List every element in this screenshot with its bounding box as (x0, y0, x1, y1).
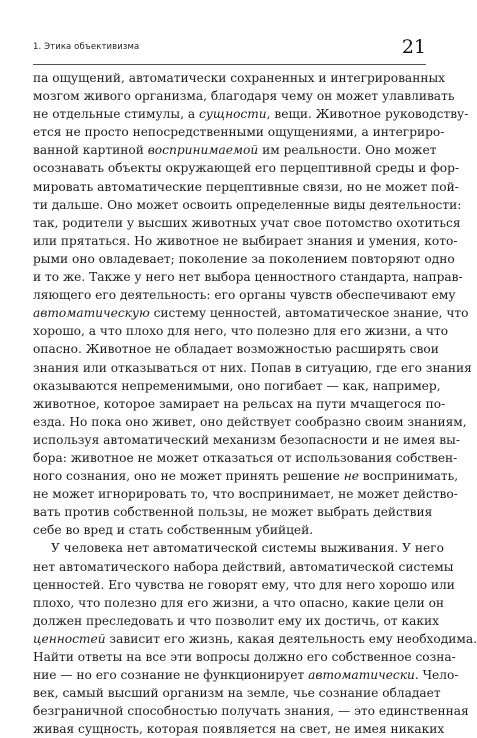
text-line (33, 449, 458, 467)
running-head: 1. Этика объективизма (33, 42, 140, 52)
text-line (33, 576, 455, 594)
text-segment: им реальности. Оно может (258, 143, 437, 158)
text-segment: , вещи. Животное руководству- (266, 107, 469, 122)
text-segment: . Чело- (414, 668, 459, 683)
paragraph-1 (33, 69, 472, 539)
text-line (33, 594, 445, 612)
text-segment: систему ценностей, автоматическое знание, что (149, 306, 469, 321)
text-segment: или прятаться. Но животное не выбирает знания и умения, кото- (33, 233, 458, 248)
italic-text: сущности (198, 107, 267, 122)
text-segment: Найти ответы на все эти вопросы должно его собственное созна- (33, 650, 456, 664)
text-segment: вать против собственной пользы, не может выбрать действия (33, 505, 433, 520)
text-segment: зависит его жизнь, какая деятельность ему необходима. (105, 631, 477, 646)
text-segment: не отдельные стимулы, а (33, 107, 199, 122)
text-line (33, 684, 441, 702)
text-segment: ется не просто непосредственными ощущениями, а интегриро- (33, 125, 445, 140)
text-segment: хорошо, а что плохо для него, что полезно для его жизни, а что (33, 324, 449, 339)
text-segment: воспринимать, (358, 469, 459, 484)
text-line (33, 87, 455, 105)
text-line (33, 178, 459, 196)
text-segment: не может игнорировать то, что воспринимает, не может действо- (33, 487, 458, 502)
italic-text: ценностей (33, 631, 106, 646)
text-segment: езда. Но пока оно живет, оно действует сообразно своим знаниям, (33, 414, 467, 429)
italic-text: автоматическую (33, 306, 150, 321)
header-rule (33, 64, 426, 65)
text-line (33, 304, 469, 322)
text-segment: безграничной способностью получать знания, — это единственная (33, 704, 469, 719)
text-line (33, 539, 444, 557)
text-segment: мировать автоматические перцептивные связи, но не может пой- (33, 179, 459, 194)
text-line (33, 268, 463, 286)
text-segment: животное, которое замирает на рельсах на пути мчащегося по- (33, 396, 446, 411)
text-segment: так, родители у высших животных учат свое потомство охотиться (33, 215, 461, 230)
text-line (33, 467, 459, 485)
text-segment: опасно. Животное не обладает возможностью расширять свои (33, 342, 439, 357)
text-line (33, 359, 472, 377)
text-line (33, 250, 455, 268)
text-line (33, 612, 439, 630)
text-line (33, 485, 458, 503)
text-segment: бора: животное не может отказаться от использования собствен- (33, 450, 458, 465)
text-line (33, 503, 433, 521)
text-segment: живая сущность, которая появляется на свет, не имея никаких (33, 722, 445, 737)
text-line (33, 702, 469, 720)
body-text (33, 69, 477, 738)
page-number: 21 (401, 36, 426, 58)
text-segment: ти дальше. Оно может освоить определенные виды деятельности: (33, 197, 462, 212)
text-line (33, 159, 460, 177)
text-line (33, 413, 467, 431)
text-segment: осознавать объекты окружающей его перцептивной среды и фор- (33, 161, 460, 176)
text-line (33, 648, 456, 666)
text-segment: ного сознания, оно не может принять решение (33, 469, 344, 484)
text-line (33, 395, 446, 413)
paragraph-2 (33, 539, 477, 738)
text-line (33, 69, 446, 87)
text-segment: ние — но его сознание не функционирует (33, 668, 309, 683)
text-line (33, 105, 469, 123)
text-line (33, 521, 426, 539)
text-line (33, 558, 454, 576)
text-line (33, 214, 461, 232)
text-line (33, 377, 441, 395)
italic-text: не (343, 469, 359, 484)
italic-text: автоматически (308, 668, 415, 683)
text-line (33, 666, 459, 684)
text-segment: век, самый высший организм на земле, чье сознание обладает (33, 686, 441, 701)
text-segment: нет автоматического набора действий, автоматической системы (33, 559, 454, 574)
text-line (33, 322, 449, 340)
text-segment: и то же. Также у него нет выбора ценностного стандарта, направ- (33, 270, 463, 285)
text-segment: используя автоматический механизм безопасности и не имея вы- (33, 432, 460, 447)
text-segment: У человека нет автоматической системы выживания. У него (51, 541, 444, 556)
text-line (33, 286, 456, 304)
text-line (33, 720, 445, 738)
italic-text: воспринимаемой (147, 143, 259, 158)
text-line (33, 630, 477, 648)
text-line (33, 196, 462, 214)
text-segment: оказываются непременимыми, оно погибает — как, например, (33, 378, 441, 393)
text-segment: ценностей. Его чувства не говорят ему, что для него хорошо или (33, 577, 455, 592)
text-line (33, 340, 439, 358)
text-segment: ляющего его деятельность: его органы чувств обеспечивают ему (33, 288, 456, 303)
text-segment: рыми оно овладевает; поколение за поколением повторяют одно (33, 251, 455, 266)
text-segment: ванной картиной (33, 143, 148, 158)
text-segment: себе во вред и стать собственным убийцей. (33, 523, 314, 538)
text-segment: плохо, что полезно для его жизни, а что опасно, какие цели он (33, 595, 445, 610)
text-line (33, 141, 437, 159)
text-segment: па ощущений, автоматически сохраненных и интегрированных (33, 71, 446, 85)
text-line (33, 232, 458, 250)
text-segment: мозгом живого организма, благодаря чему он может улавливать (33, 89, 455, 104)
text-line (33, 431, 460, 449)
text-segment: знания или отказываться от них. Попав в ситуацию, где его знания (33, 360, 472, 375)
text-segment: должен преследовать и что позволит ему их достичь, от каких (33, 613, 439, 628)
text-line (33, 123, 445, 141)
